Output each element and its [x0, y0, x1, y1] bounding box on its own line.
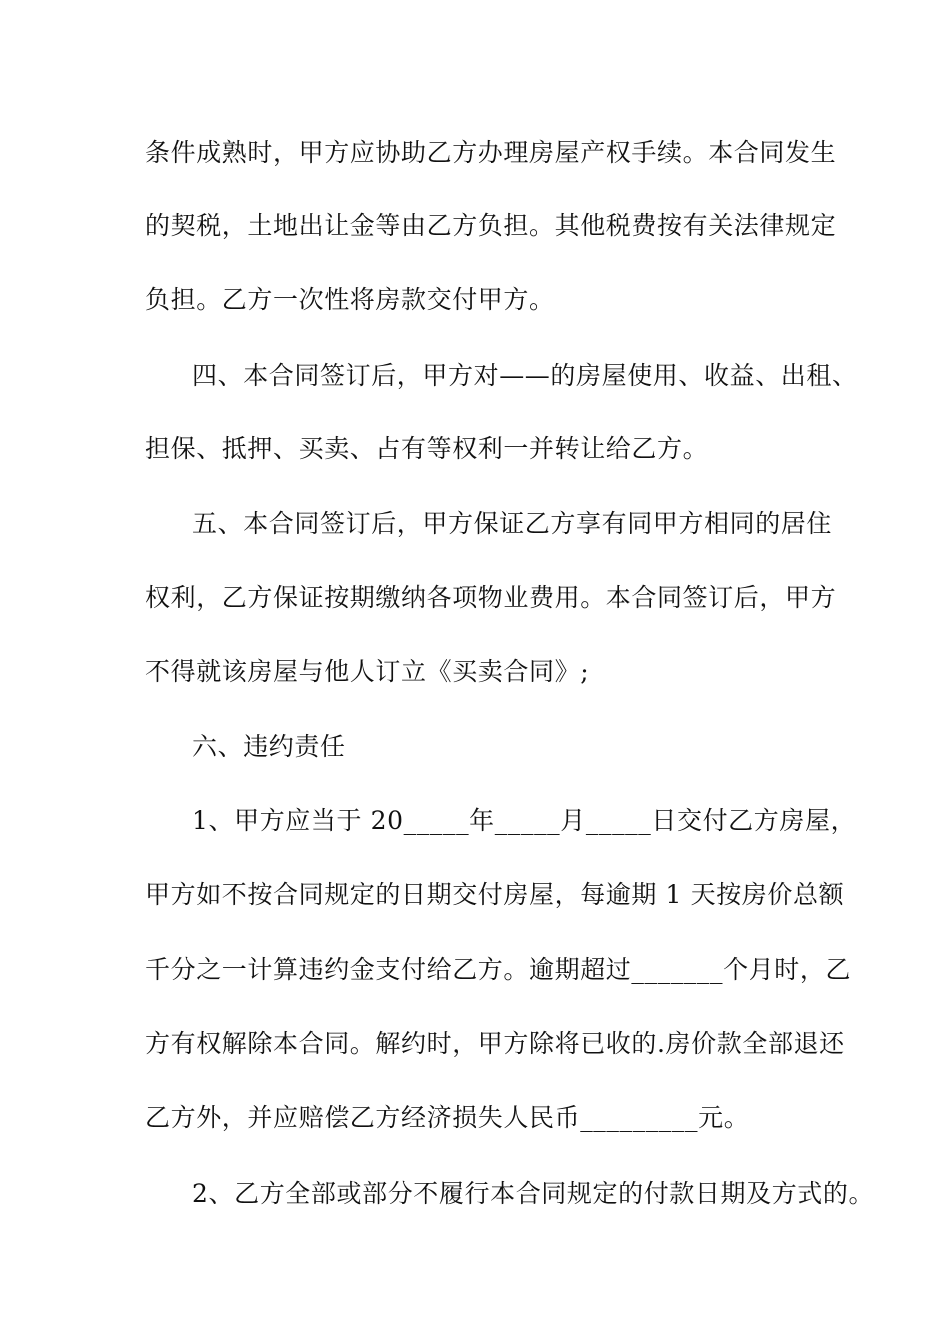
paragraph-line: 四、本合同签订后，甲方对——的房屋使用、收益、出租、 [192, 361, 858, 390]
paragraph-line: 1、甲方应当于 20_____年_____月_____日交付乙方房屋， [192, 806, 857, 835]
paragraph-line: 乙方外，并应赔偿乙方经济损失人民币_________元。 [145, 1103, 750, 1132]
paragraph-line: 的契税，土地出让金等由乙方负担。其他税费按有关法律规定 [145, 211, 837, 240]
paragraph-line: 不得就该房屋与他人订立《买卖合同》; [145, 657, 590, 686]
section-heading: 六、违约责任 [192, 732, 346, 761]
paragraph-line: 甲方如不按合同规定的日期交付房屋，每逾期 1 天按房价总额 [145, 880, 845, 909]
paragraph-line: 条件成熟时，甲方应协助乙方办理房屋产权手续。本合同发生 [145, 138, 837, 167]
paragraph-line: 权利，乙方保证按期缴纳各项物业费用。本合同签订后，甲方 [145, 583, 837, 612]
paragraph-line: 千分之一计算违约金支付给乙方。逾期超过_______个月时，乙 [145, 955, 852, 984]
paragraph-line: 五、本合同签订后，甲方保证乙方享有同甲方相同的居住 [192, 509, 833, 538]
paragraph-line: 方有权解除本合同。解约时，甲方除将已收的.房价款全部退还 [145, 1029, 845, 1058]
paragraph-line: 2、乙方全部或部分不履行本合同规定的付款日期及方式的。 [192, 1179, 875, 1208]
paragraph-line: 负担。乙方一次性将房款交付甲方。 [145, 285, 555, 314]
paragraph-line: 担保、抵押、买卖、占有等权利一并转让给乙方。 [145, 434, 709, 463]
